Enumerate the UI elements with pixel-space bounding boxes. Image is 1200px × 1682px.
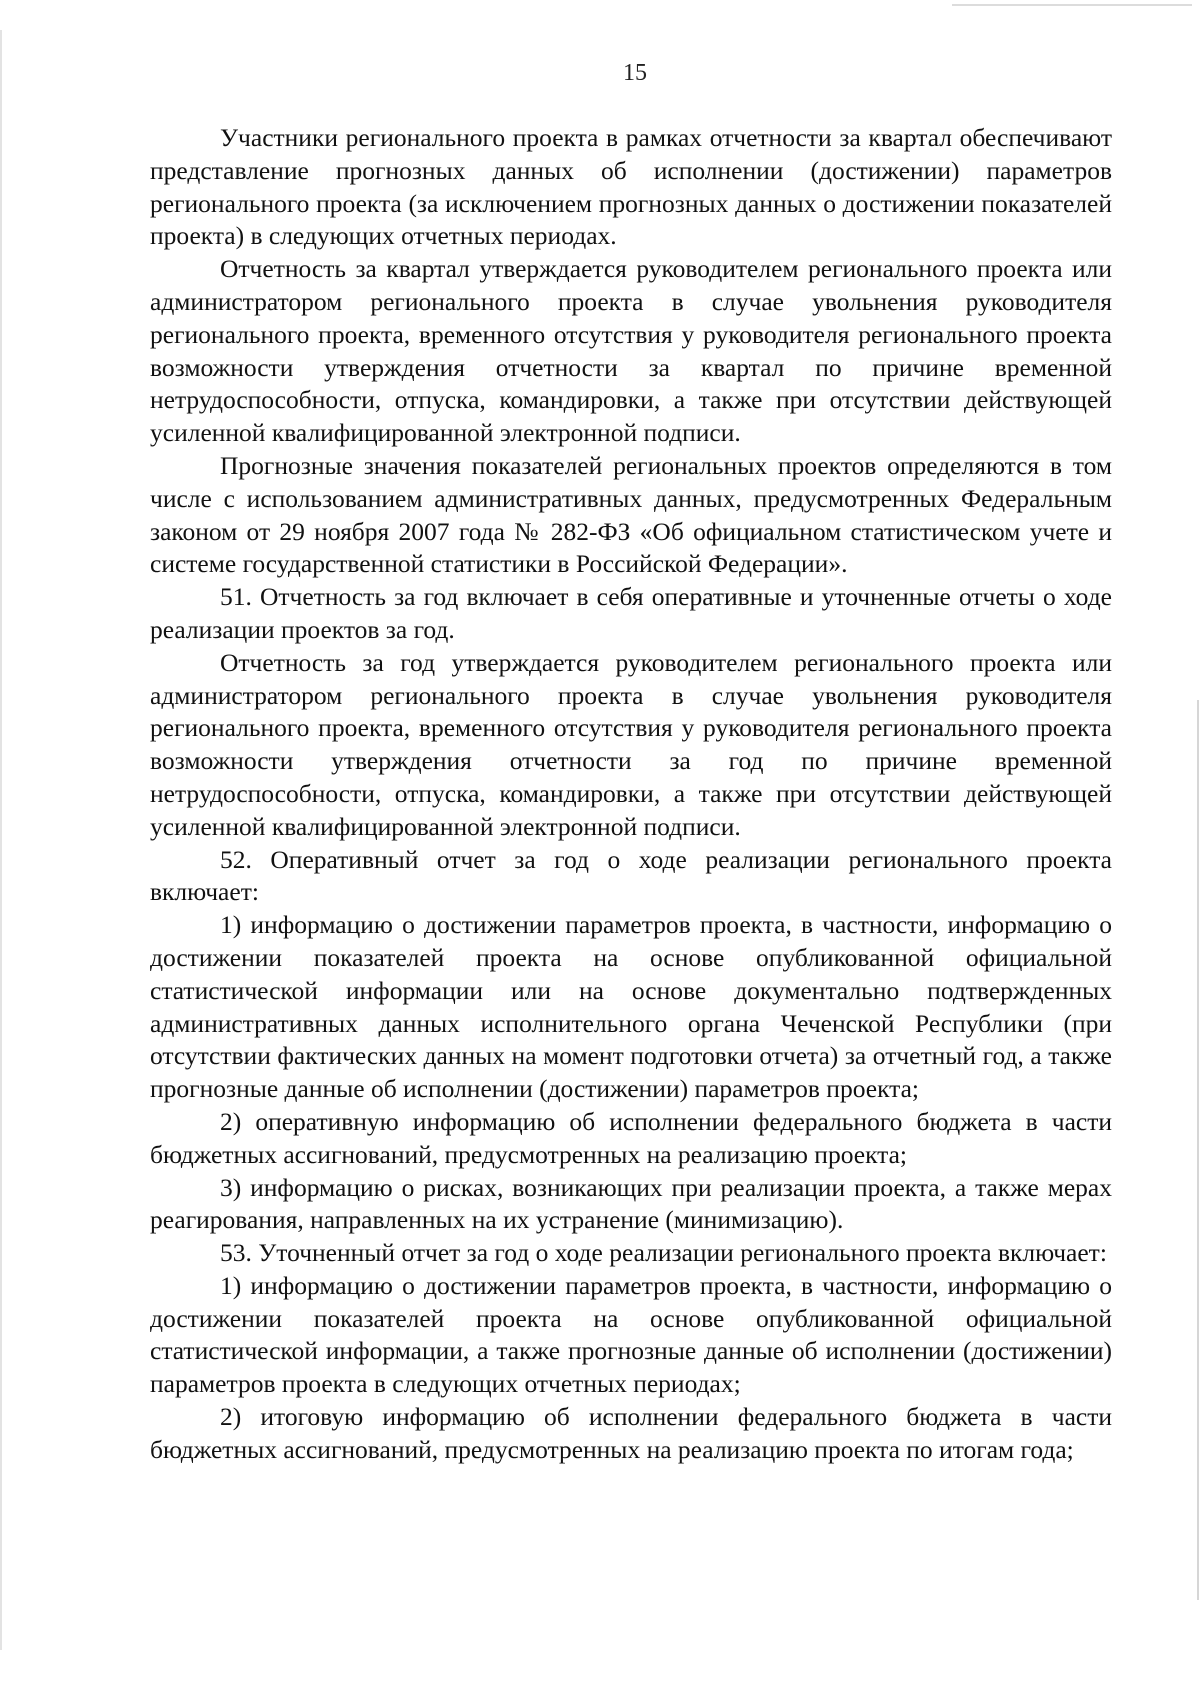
- page-number: 15: [623, 60, 647, 86]
- paragraph: 1) информацию о достижении параметров проекта, в частности, информацию о достижении показателей проекта на основе опубликованной официальной статистической информации, а также прогнозные данные об исполнении (достижении) параметров проекта в следующих отчетных периодах;: [150, 1270, 1112, 1399]
- paragraph: 2) итоговую информацию об исполнении федерального бюджета в части бюджетных ассигнований, предусмотренных на реализацию проекта по итогам года;: [150, 1402, 1112, 1464]
- paragraph: Отчетность за год утверждается руководителем регионального проекта или администратором регионального проекта в случае увольнения руководителя регионального проекта, временного отсутствия у руководителя регионального проекта возможности утверждения отчетности за год по причине временной нетрудоспособности, отпуска, командировки, а также при отсутствии действующей усиленной квалифицированной электронной подписи.: [150, 647, 1112, 841]
- scan-edge-top: [952, 4, 1192, 6]
- paragraph: 51. Отчетность за год включает в себя оперативные и уточненные отчеты о ходе реализации проектов за год.: [150, 582, 1112, 644]
- paragraph: 53. Уточненный отчет за год о ходе реализации регионального проекта включает:: [220, 1238, 1107, 1268]
- scan-edge-right: [1197, 700, 1199, 1600]
- paragraph: 2) оперативную информацию об исполнении федерального бюджета в части бюджетных ассигнований, предусмотренных на реализацию проекта;: [150, 1106, 1112, 1169]
- paragraph: Отчетность за квартал утверждается руководителем регионального проекта или администратором регионального проекта в случае увольнения руководителя регионального проекта, временного отсутствия у руководителя регионального проекта возможности утверждения отчетности за квартал по причине временной нетрудоспособности, отпуска, командировки, а также при отсутствии действующей усиленной квалифицированной электронной подписи.: [150, 254, 1112, 448]
- document-body: [150, 122, 1112, 1467]
- paragraph: Прогнозные значения показателей региональных проектов определяются в том числе с использованием административных данных, предусмотренных Федеральным законом от 29 ноября 2007 года № 282-ФЗ «Об официальном статистическом учете и системе государственной статистики в Российской Федерации».: [150, 450, 1112, 579]
- paragraph: 52. Оперативный отчет за год о ходе реализации регионального проекта включает:: [150, 844, 1112, 907]
- paragraph: 1) информацию о достижении параметров проекта, в частности, информацию о достижении показателей проекта на основе опубликованной официальной статистической информации или на основе документально подтвержденных административных данных исполнительного органа Чеченской Республики (при отсутствии фактических данных на момент подготовки отчета) за отчетный год, а также прогнозные данные об исполнении (достижении) параметров проекта;: [150, 910, 1112, 1104]
- paragraph: 3) информацию о рисках, возникающих при реализации проекта, а также мерах реагирования, направленных на их устранение (минимизацию).: [150, 1172, 1112, 1235]
- scan-edge-left: [0, 30, 2, 1650]
- paragraph: Участники регионального проекта в рамках отчетности за квартал обеспечивают представление прогнозных данных об исполнении (достижении) параметров регионального проекта (за исключением прогнозных данных о достижении показателей проекта) в следующих отчетных периодах.: [150, 123, 1112, 251]
